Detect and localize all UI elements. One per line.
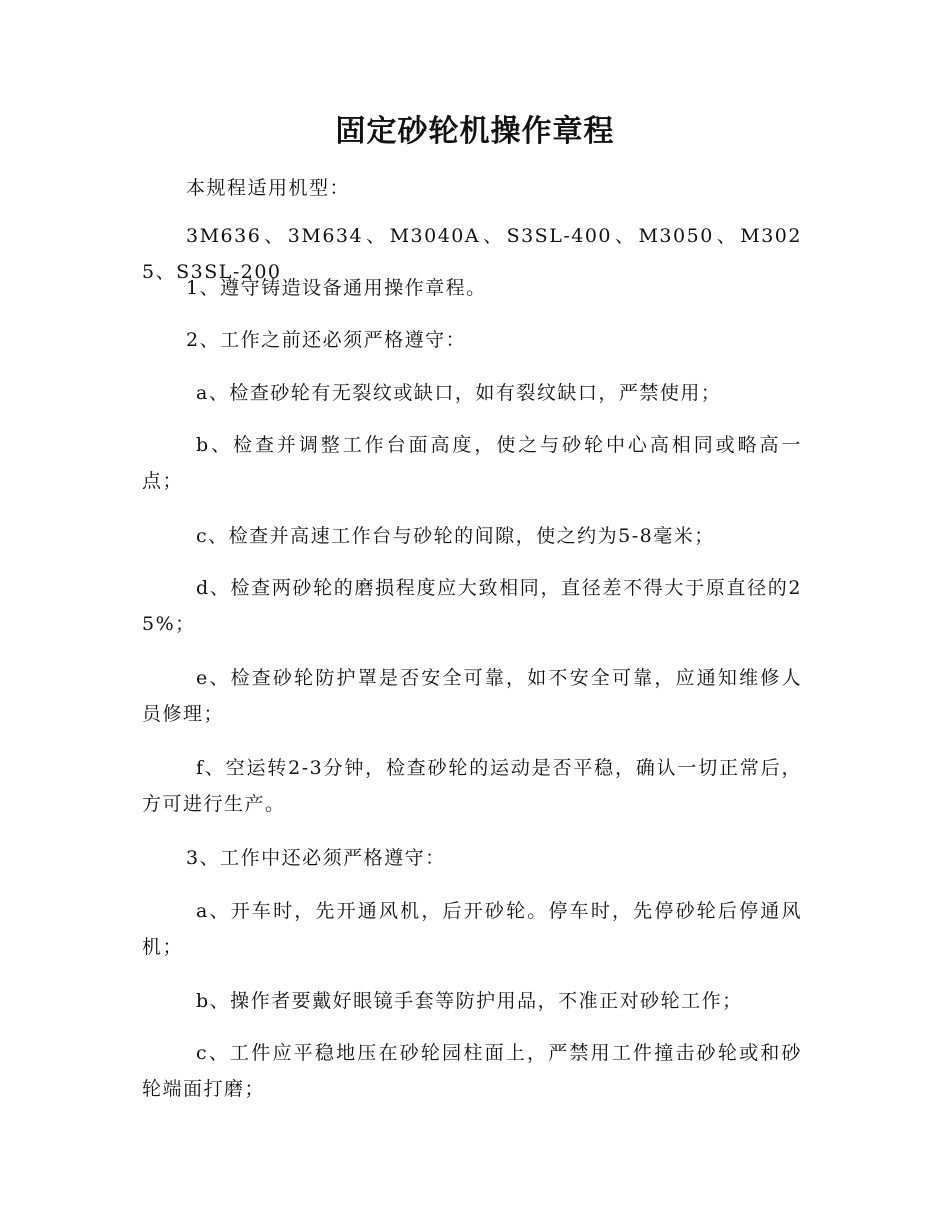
paragraph-rule-2f: f、空运转2-3分钟，检查砂轮的运动是否平稳，确认一切正常后，方可进行生产。 — [142, 757, 802, 815]
paragraph-rule-2d: d、检查两砂轮的磨损程度应大致相同，直径差不得大于原直径的25%； — [142, 577, 802, 635]
paragraph-rule-2a: a、检查砂轮有无裂纹或缺口，如有裂纹缺口，严禁使用； — [196, 382, 722, 404]
paragraph-rule-3c: c、工件应平稳地压在砂轮园柱面上，严禁用工件撞击砂轮或和砂轮端面打磨； — [142, 1042, 802, 1100]
paragraph-applicable-models-intro: 本规程适用机型： — [186, 177, 351, 199]
paragraph-rule-3a: a、开车时，先开通风机，后开砂轮。停车时，先停砂轮后停通风机； — [142, 900, 802, 958]
paragraph-rule-2e: e、检查砂轮防护罩是否安全可靠，如不安全可靠，应通知维修人员修理； — [142, 667, 802, 725]
paragraph-rule-2c: c、检查并高速工作台与砂轮的间隙，使之约为5-8毫米； — [196, 525, 715, 547]
paragraph-rule-2b: b、检查并调整工作台面高度，使之与砂轮中心高相同或略高一点； — [142, 434, 802, 492]
paragraph-model-list: 3M636、3M634、M3040A、S3SL-400、M3050、M3025、S3SL-200 — [142, 225, 802, 283]
paragraph-rule-2: 2、工作之前还必须严格遵守： — [186, 329, 467, 351]
paragraph-rule-3b: b、操作者要戴好眼镜手套等防护用品，不准正对砂轮工作； — [196, 990, 743, 1012]
paragraph-rule-3: 3、工作中还必须严格遵守： — [186, 847, 446, 869]
paragraph-rule-1: 1、遵守铸造设备通用操作章程。 — [186, 277, 487, 299]
document-title: 固定砂轮机操作章程 — [335, 114, 615, 149]
